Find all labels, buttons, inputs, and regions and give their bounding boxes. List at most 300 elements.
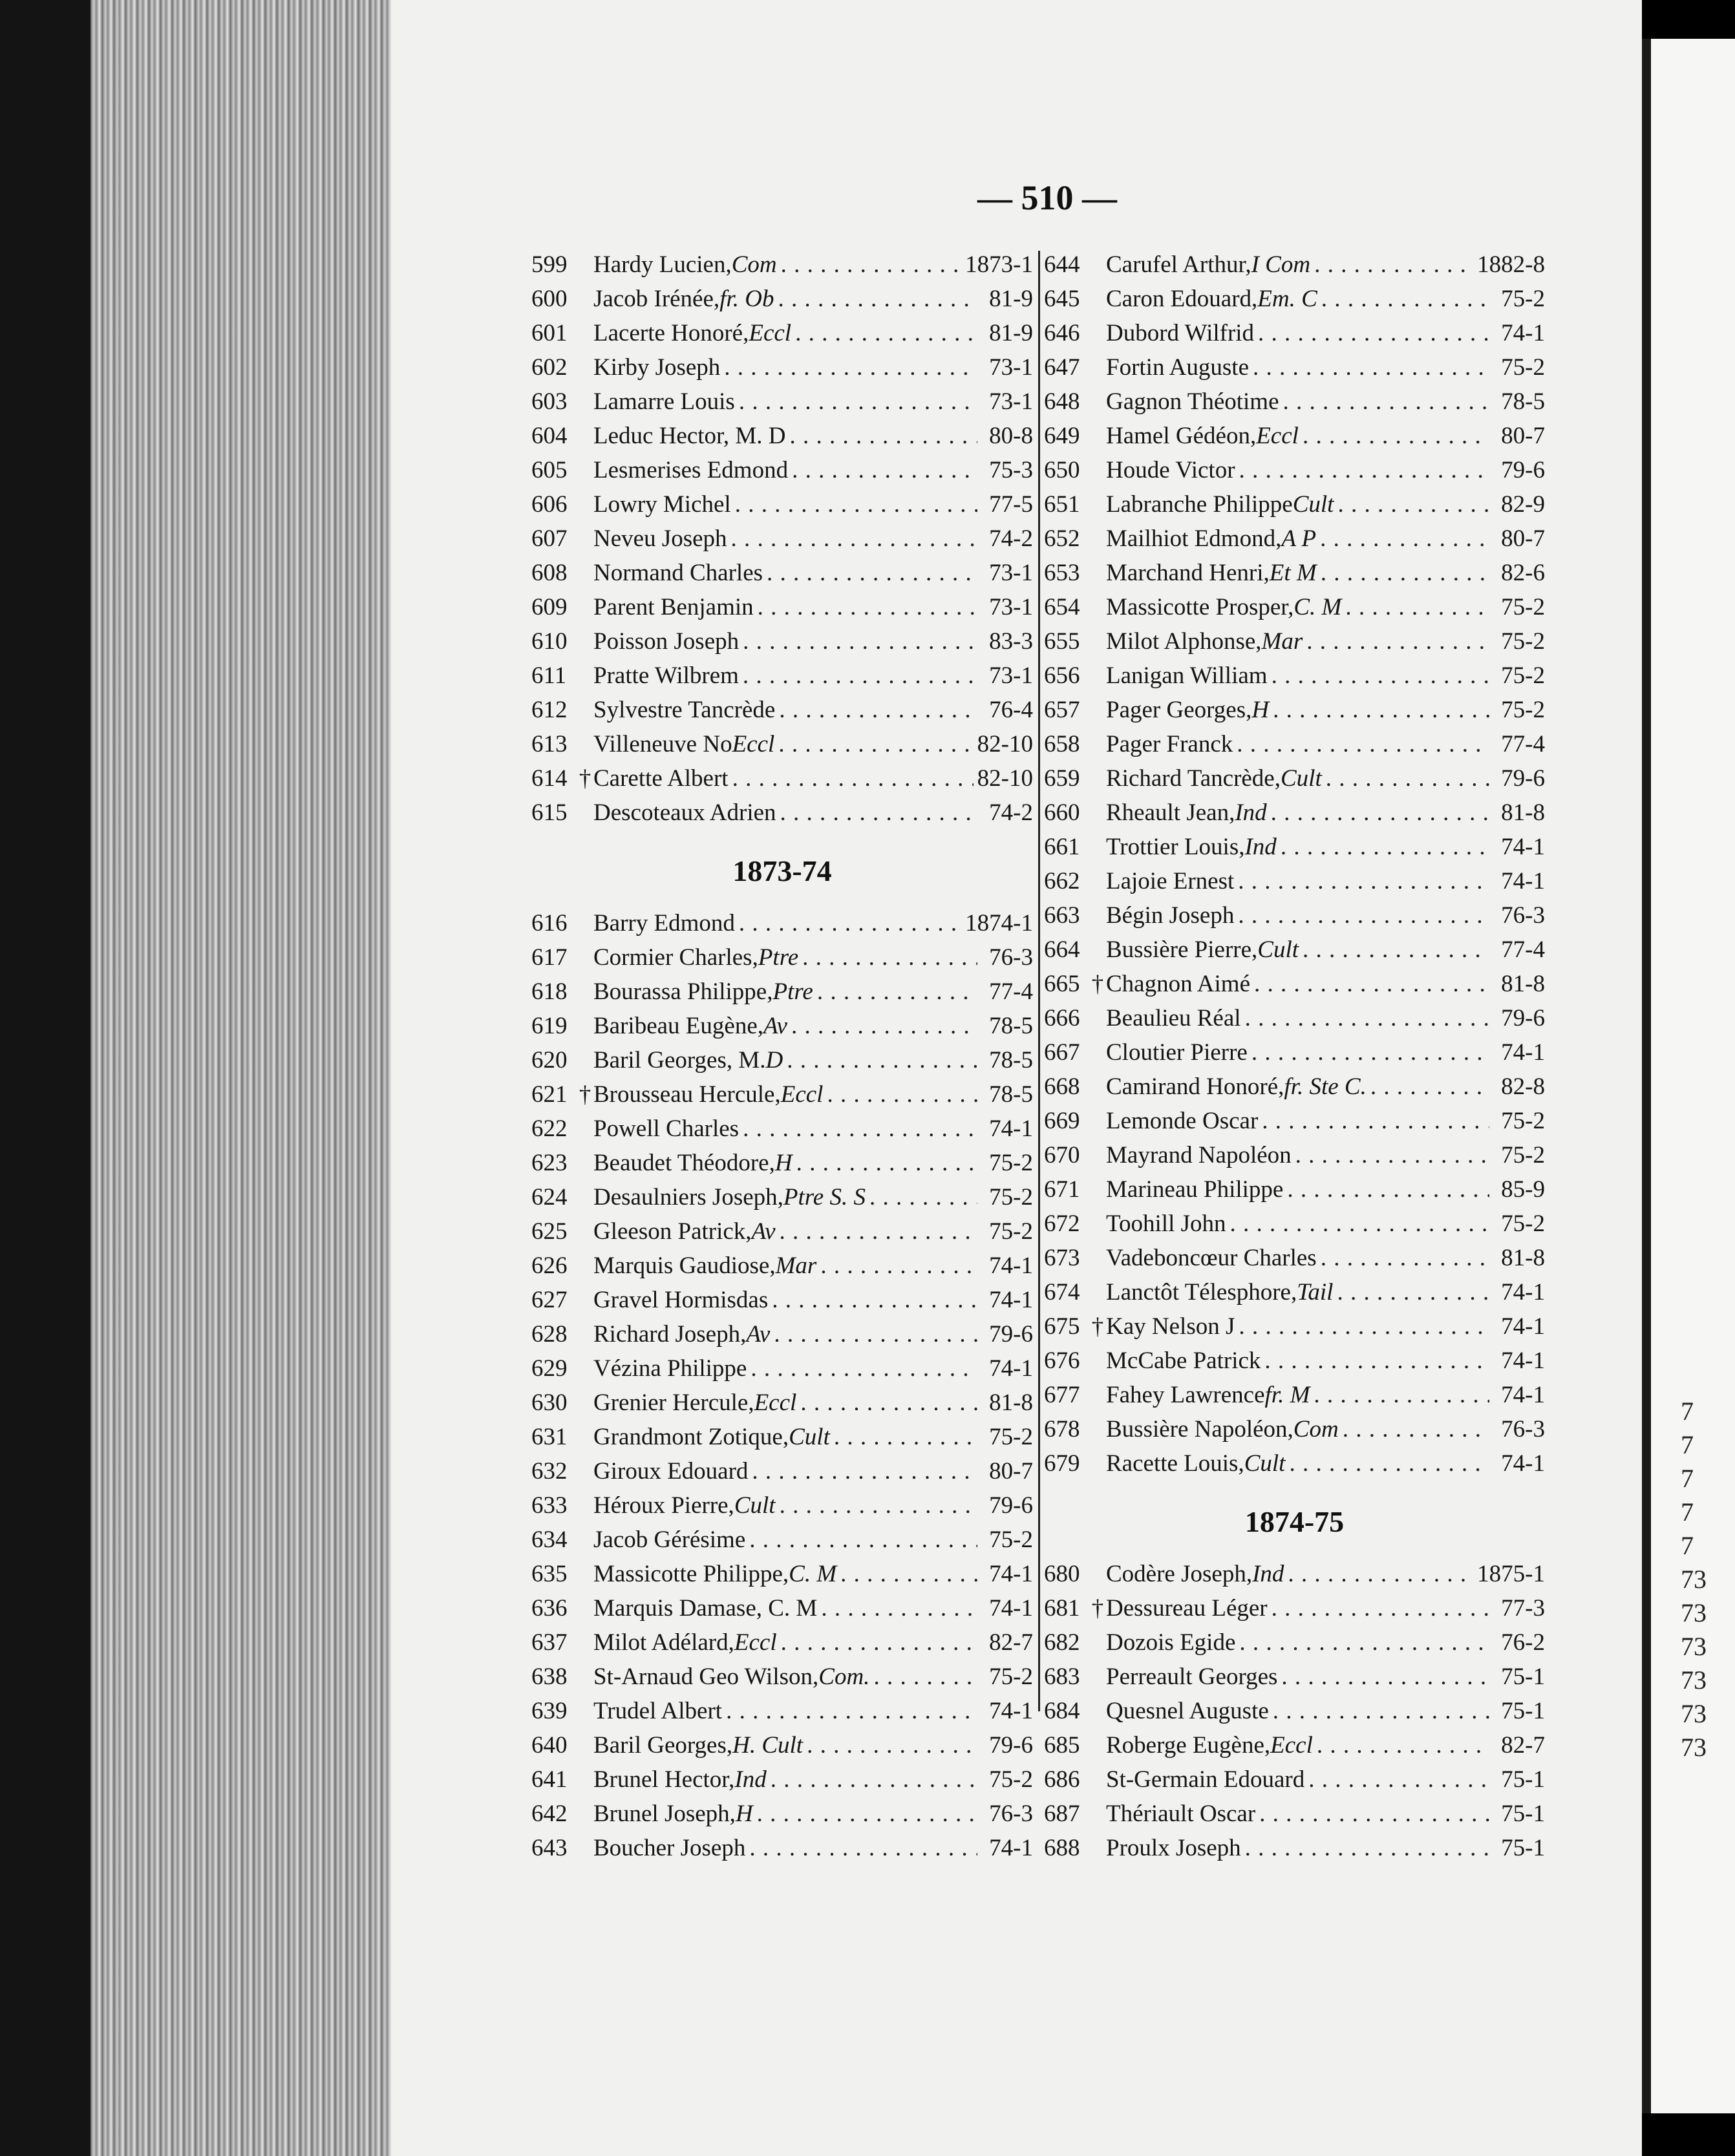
entry-name: Milot Adélard, — [593, 1629, 734, 1656]
entry-number: 627 — [531, 1287, 568, 1313]
list-item — [1044, 1663, 1545, 1697]
entry-name: Chagnon Aimé — [1106, 971, 1251, 997]
entry-date: 81-9 — [989, 320, 1033, 346]
entry-date: 81-8 — [1501, 971, 1545, 997]
entry-date: 74-1 — [989, 1595, 1033, 1622]
column-divider — [1038, 251, 1040, 1711]
entry-name: Jacob Gérésime — [593, 1527, 746, 1553]
leader-dots — [1258, 319, 1489, 347]
entry-number: 654 — [1044, 594, 1080, 620]
leader-dots — [726, 1697, 977, 1725]
fragment-text: 73 — [1681, 1598, 1707, 1627]
facing-page-edge — [1642, 39, 1735, 2113]
entry-number: 612 — [531, 697, 568, 723]
entry-date: 81-8 — [1501, 799, 1545, 826]
entry-date: 81-8 — [989, 1390, 1033, 1416]
leader-dots — [724, 354, 977, 381]
entry-title: fr. M — [1264, 1382, 1310, 1408]
list-item — [1044, 1004, 1545, 1039]
entry-title: Cult — [1244, 1450, 1286, 1477]
entry-date: 80-7 — [1501, 525, 1545, 552]
entry-name: Lacerte Honoré, — [593, 320, 749, 346]
leader-dots — [1337, 1278, 1489, 1306]
entry-name: Caron Edouard, — [1106, 286, 1258, 312]
entry-number: 648 — [1044, 388, 1080, 415]
entry-date: 82-7 — [989, 1629, 1033, 1656]
entry-date: 1873-1 — [965, 251, 1033, 278]
entry-date: 76-3 — [989, 1801, 1033, 1827]
entry-name: St-Arnaud Geo Wilson, — [593, 1664, 819, 1690]
entry-number: 651 — [1044, 491, 1080, 518]
entry-date: 82-10 — [977, 731, 1033, 757]
entry-number: 668 — [1044, 1073, 1080, 1100]
list-item — [531, 1834, 1033, 1868]
entry-name: Lamarre Louis — [593, 388, 735, 415]
list-item — [1044, 1347, 1545, 1381]
entry-date: 76-3 — [1501, 1416, 1545, 1443]
leader-dots — [1259, 1800, 1489, 1828]
list-item — [1044, 765, 1545, 799]
fragment-text: 7 — [1681, 1430, 1694, 1459]
entry-date: 74-1 — [1501, 868, 1545, 894]
entry-name: Pratte Wilbrem — [593, 662, 739, 689]
entry-title: Ind — [1235, 799, 1267, 826]
entry-date: 74-1 — [1501, 1313, 1545, 1340]
entry-date: 74-1 — [989, 1355, 1033, 1382]
entry-date: 77-4 — [989, 978, 1033, 1005]
leader-dots — [780, 799, 977, 827]
leader-dots — [1370, 1073, 1489, 1101]
list-item — [1044, 1731, 1545, 1766]
list-item — [1044, 696, 1545, 730]
list-item — [1044, 1697, 1545, 1731]
entry-title: D — [765, 1047, 783, 1073]
entry-number: 672 — [1044, 1210, 1080, 1237]
entry-name: Hamel Gédéon, — [1106, 423, 1257, 449]
leader-dots — [791, 1012, 977, 1040]
entry-title: Av — [746, 1321, 771, 1348]
leader-dots — [778, 730, 973, 758]
entry-date: 78-5 — [989, 1081, 1033, 1108]
entry-number: 631 — [531, 1424, 568, 1450]
entry-name: Carette Albert — [593, 765, 729, 792]
list-item — [531, 1081, 1033, 1115]
entry-name: Parent Benjamin — [593, 594, 754, 620]
deceased-mark: † — [579, 765, 591, 792]
entry-number: 647 — [1044, 354, 1080, 381]
list-item — [531, 1697, 1033, 1731]
entry-date: 77-4 — [1501, 731, 1545, 757]
entry-number: 620 — [531, 1047, 568, 1073]
entry-number: 656 — [1044, 662, 1080, 689]
entry-date: 82-6 — [1501, 560, 1545, 586]
entry-name: Brunel Hector, — [593, 1766, 735, 1793]
list-item — [1044, 1278, 1545, 1313]
entry-name: Richard Tancrède, — [1106, 765, 1281, 792]
leader-dots — [834, 1423, 977, 1451]
entry-date: 73-1 — [989, 354, 1033, 381]
entry-number: 660 — [1044, 799, 1080, 826]
entry-date: 74-1 — [1501, 1348, 1545, 1374]
list-item — [1044, 1415, 1545, 1450]
fragment-text: 73 — [1681, 1632, 1707, 1661]
entry-date: 73-1 — [989, 388, 1033, 415]
entry-number: 650 — [1044, 457, 1080, 483]
entry-date: 75-2 — [989, 1150, 1033, 1176]
entry-date: 75-1 — [1501, 1801, 1545, 1827]
entry-name: Baril Georges, M. — [593, 1047, 766, 1073]
entry-number: 665 — [1044, 971, 1080, 997]
list-item — [531, 491, 1033, 525]
entry-title: C. M — [1293, 594, 1342, 620]
entry-name: Perreault Georges — [1106, 1664, 1278, 1690]
list-item — [1044, 388, 1545, 422]
leader-dots — [1303, 422, 1489, 450]
leader-dots — [796, 1149, 977, 1177]
entry-name: Descoteaux Adrien — [593, 799, 776, 826]
entry-name: Lajoie Ernest — [1106, 868, 1235, 894]
entry-date: 75-2 — [989, 1218, 1033, 1245]
list-item — [531, 1423, 1033, 1457]
leader-dots — [807, 1731, 977, 1759]
list-item — [1044, 1313, 1545, 1347]
entry-name: Grandmont Zotique, — [593, 1424, 789, 1450]
entry-number: 600 — [531, 286, 568, 312]
leader-dots — [752, 1457, 977, 1485]
list-item — [531, 354, 1033, 388]
entry-name: Lanctôt Télesphore, — [1106, 1279, 1297, 1305]
entry-title: C. M — [789, 1561, 837, 1587]
leader-dots — [1337, 491, 1489, 518]
entry-number: 616 — [531, 910, 568, 936]
leader-dots — [781, 251, 962, 279]
leader-dots — [1230, 1210, 1489, 1238]
entry-title: Cult — [734, 1492, 776, 1519]
entry-number: 687 — [1044, 1801, 1080, 1827]
entry-number: 680 — [1044, 1561, 1080, 1587]
entry-name: Powell Charles — [593, 1115, 740, 1142]
entry-title: Eccl — [1256, 423, 1299, 449]
entry-name: Pager Franck — [1106, 731, 1233, 757]
entry-number: 639 — [531, 1698, 568, 1724]
list-item — [1044, 1073, 1545, 1107]
entry-name: Grenier Hercule, — [593, 1390, 754, 1416]
list-item — [531, 388, 1033, 422]
entry-number: 688 — [1044, 1835, 1080, 1861]
leader-dots — [795, 319, 977, 347]
deceased-mark: † — [1091, 1313, 1104, 1340]
entry-title: Eccl — [749, 320, 792, 346]
entry-date: 1882-8 — [1477, 251, 1545, 278]
list-item — [1044, 1244, 1545, 1278]
list-item — [1044, 1176, 1545, 1210]
entry-date: 75-2 — [1501, 1210, 1545, 1237]
entry-number: 637 — [531, 1629, 568, 1656]
leader-dots — [1321, 559, 1489, 587]
entry-date: 74-1 — [1501, 1039, 1545, 1066]
leader-dots — [749, 1526, 977, 1554]
entry-title: Cult — [789, 1424, 830, 1450]
entry-date: 79-6 — [989, 1321, 1033, 1348]
list-item — [531, 251, 1033, 285]
list-item — [531, 1629, 1033, 1663]
entry-title: fr. Ob — [719, 286, 774, 312]
leader-dots — [780, 1218, 977, 1245]
entry-number: 684 — [1044, 1698, 1080, 1724]
entry-name: Quesnel Auguste — [1106, 1698, 1269, 1724]
entry-name: Brunel Joseph, — [593, 1801, 736, 1827]
entry-date: 82-9 — [1501, 491, 1545, 518]
entry-number: 615 — [531, 799, 568, 826]
leader-dots — [779, 696, 977, 724]
entry-name: Dozois Egide — [1106, 1629, 1236, 1656]
leader-dots — [1245, 1004, 1489, 1032]
entry-name: Baribeau Eugène, — [593, 1013, 763, 1039]
page-number: — 510 — — [977, 178, 1117, 217]
entry-number: 632 — [531, 1458, 568, 1485]
leader-dots — [1289, 1450, 1489, 1477]
entry-name: Beaudet Théodore, — [593, 1150, 775, 1176]
entry-title: Eccl — [780, 1081, 824, 1108]
entry-name: Massicotte Philippe, — [593, 1561, 789, 1587]
list-item — [1044, 1800, 1545, 1834]
leader-dots — [778, 285, 977, 313]
list-item — [531, 765, 1033, 799]
list-item — [1044, 422, 1545, 456]
entry-title: H — [1251, 697, 1270, 723]
leader-dots — [1253, 354, 1489, 381]
leader-dots — [821, 1594, 977, 1622]
leader-dots — [1262, 1107, 1489, 1135]
entry-number: 603 — [531, 388, 568, 415]
entry-number: 681 — [1044, 1595, 1080, 1622]
list-item — [531, 456, 1033, 491]
entry-number: 674 — [1044, 1279, 1080, 1305]
entry-date: 75-2 — [1501, 697, 1545, 723]
list-item — [1044, 799, 1545, 833]
list-item — [1044, 559, 1545, 593]
list-item — [531, 525, 1033, 559]
entry-title: H. Cult — [732, 1732, 804, 1759]
entry-name: Proulx Joseph — [1106, 1835, 1241, 1861]
entry-number: 630 — [531, 1390, 568, 1416]
list-item — [531, 593, 1033, 628]
leader-dots — [780, 1492, 977, 1519]
deceased-mark: † — [579, 1081, 591, 1108]
entry-number: 605 — [531, 457, 568, 483]
list-item — [531, 1012, 1033, 1046]
entry-date: 74-1 — [989, 1252, 1033, 1279]
leader-dots — [802, 944, 977, 971]
entry-name: Lowry Michel — [593, 491, 731, 518]
entry-number: 669 — [1044, 1108, 1080, 1134]
fragment-text: 7 — [1681, 1531, 1694, 1560]
entry-number: 679 — [1044, 1450, 1080, 1477]
entry-date: 74-2 — [989, 799, 1033, 826]
entry-name: McCabe Patrick — [1106, 1348, 1261, 1374]
entry-title: A P — [1281, 525, 1317, 552]
entry-number: 638 — [531, 1664, 568, 1690]
entry-date: 82-7 — [1501, 1732, 1545, 1759]
entry-name: Racette Louis, — [1106, 1450, 1244, 1477]
list-item — [1044, 936, 1545, 970]
entry-number: 619 — [531, 1013, 568, 1039]
entry-number: 649 — [1044, 423, 1080, 449]
entry-number: 606 — [531, 491, 568, 518]
leader-dots — [743, 662, 977, 690]
entry-date: 73-1 — [989, 560, 1033, 586]
entry-date: 80-7 — [1501, 423, 1545, 449]
leader-dots — [1237, 730, 1489, 758]
leader-dots — [1273, 1697, 1489, 1725]
list-item — [531, 422, 1033, 456]
entry-title: Eccl — [734, 1629, 777, 1656]
entry-number: 675 — [1044, 1313, 1080, 1340]
leader-dots — [1326, 765, 1489, 792]
list-item — [531, 1149, 1033, 1183]
list-item — [531, 1766, 1033, 1800]
entry-name: Gravel Hormisdas — [593, 1287, 769, 1313]
entry-number: 676 — [1044, 1348, 1080, 1374]
entry-name: Gleeson Patrick, — [593, 1218, 752, 1245]
fragment-text: 7 — [1681, 1464, 1694, 1493]
list-item — [531, 909, 1033, 944]
list-item — [1044, 319, 1545, 354]
list-item — [531, 319, 1033, 354]
left-column — [531, 251, 1033, 1868]
entry-name: Mailhiot Edmond, — [1106, 525, 1282, 552]
entry-name: Codère Joseph, — [1106, 1561, 1253, 1587]
list-item — [1044, 1107, 1545, 1141]
list-item — [531, 285, 1033, 319]
entry-name: Giroux Edouard — [593, 1458, 749, 1485]
fragment-text: 7 — [1681, 1397, 1694, 1426]
entry-number: 626 — [531, 1252, 568, 1279]
right-column — [1044, 251, 1545, 1868]
entry-name: Dessureau Léger — [1106, 1595, 1268, 1622]
entry-date: 79-6 — [1501, 457, 1545, 483]
entry-date: 79-6 — [989, 1732, 1033, 1759]
entry-date: 74-1 — [1501, 1382, 1545, 1408]
list-item — [531, 799, 1033, 833]
entry-number: 683 — [1044, 1664, 1080, 1690]
entry-date: 77-5 — [989, 491, 1033, 518]
entry-name: Roberge Eugène, — [1106, 1732, 1271, 1759]
entry-date: 83-3 — [989, 628, 1033, 655]
list-item — [531, 1526, 1033, 1560]
entry-title: Cult — [1257, 936, 1299, 963]
entry-number: 611 — [531, 662, 567, 689]
entry-title: H — [735, 1801, 753, 1827]
entry-name: Marquis Damase, C. M — [593, 1595, 818, 1622]
entry-date: 80-7 — [989, 1458, 1033, 1485]
leader-dots — [1238, 867, 1489, 895]
list-item — [1044, 902, 1545, 936]
entry-title: Com. — [818, 1664, 870, 1690]
entry-title: fr. Ste C. — [1284, 1073, 1367, 1100]
entry-number: 645 — [1044, 286, 1080, 312]
entry-date: 74-1 — [1501, 1279, 1545, 1305]
entry-number: 622 — [531, 1115, 568, 1142]
entry-number: 602 — [531, 354, 568, 381]
leader-dots — [1308, 1766, 1489, 1793]
list-item — [531, 1115, 1033, 1149]
entry-number: 613 — [531, 731, 568, 757]
list-item — [1044, 525, 1545, 559]
list-item — [1044, 833, 1545, 867]
entry-name: Mayrand Napoléon — [1106, 1142, 1292, 1168]
entry-number: 666 — [1044, 1005, 1080, 1031]
fragment-text: 73 — [1681, 1665, 1707, 1695]
entry-date: 75-2 — [1501, 662, 1545, 689]
entry-name: Neveu Joseph — [593, 525, 727, 552]
leader-dots — [790, 422, 978, 450]
entry-title: H — [774, 1150, 793, 1176]
entry-number: 670 — [1044, 1142, 1080, 1168]
leader-dots — [731, 525, 977, 553]
leader-dots — [749, 1834, 977, 1862]
entry-title: Ptre S. S — [783, 1184, 866, 1210]
list-item — [1044, 1141, 1545, 1176]
entry-number: 610 — [531, 628, 568, 655]
entry-date: 73-1 — [989, 662, 1033, 689]
entry-number: 618 — [531, 978, 568, 1005]
book-spine-shadow — [0, 0, 97, 2156]
list-item — [1044, 662, 1545, 696]
entry-number: 614 — [531, 765, 568, 792]
entry-title: Com — [1293, 1416, 1339, 1443]
entry-title: Tail — [1297, 1279, 1334, 1305]
entry-title: Ptre — [758, 944, 799, 971]
list-item — [531, 628, 1033, 662]
list-item — [531, 662, 1033, 696]
entry-name: Marchand Henri, — [1106, 560, 1270, 586]
list-item — [531, 1594, 1033, 1629]
leader-dots — [1273, 696, 1489, 724]
entry-number: 677 — [1044, 1382, 1080, 1408]
entry-name: Kay Nelson J — [1106, 1313, 1235, 1340]
entry-number: 671 — [1044, 1176, 1080, 1203]
fragment-text: 73 — [1681, 1733, 1707, 1762]
entry-number: 634 — [531, 1527, 568, 1553]
leader-dots — [1251, 1039, 1489, 1066]
list-item — [1044, 1766, 1545, 1800]
leader-dots — [767, 559, 977, 587]
entry-name: Cloutier Pierre — [1106, 1039, 1248, 1066]
leader-dots — [1321, 285, 1489, 313]
leader-dots — [1295, 1141, 1489, 1169]
leader-dots — [772, 1286, 977, 1314]
leader-dots — [787, 1046, 977, 1074]
entry-date: 75-2 — [1501, 1142, 1545, 1168]
list-item — [531, 1355, 1033, 1389]
entry-title: Com — [731, 251, 777, 278]
list-item — [531, 1492, 1033, 1526]
entry-date: 74-1 — [989, 1287, 1033, 1313]
leader-dots — [758, 593, 977, 621]
entry-name: Beaulieu Réal — [1106, 1005, 1241, 1031]
list-item — [531, 1286, 1033, 1320]
list-item — [1044, 1629, 1545, 1663]
entry-date: 82-10 — [977, 765, 1033, 792]
entry-name: Kirby Joseph — [593, 354, 721, 381]
entry-title: Ptre — [772, 978, 813, 1005]
list-item — [531, 1457, 1033, 1492]
entry-number: 643 — [531, 1835, 568, 1861]
entry-date: 79-6 — [1501, 1005, 1545, 1031]
entry-number: 609 — [531, 594, 568, 620]
leader-dots — [1264, 1347, 1489, 1375]
